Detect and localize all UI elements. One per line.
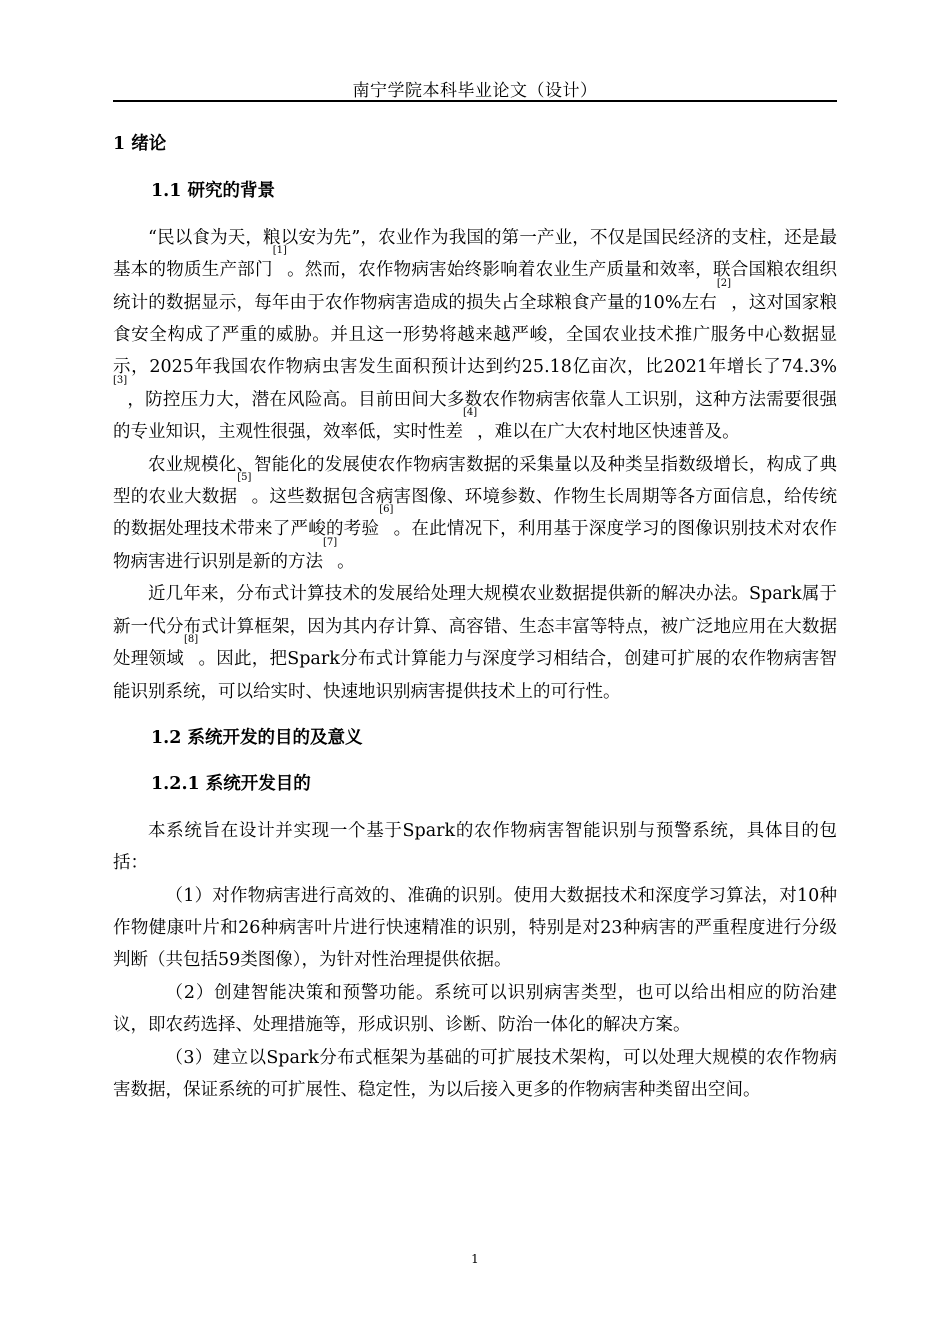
section-heading-1-1: 1.1 研究的背景	[151, 181, 276, 202]
citation-ref: [7]	[323, 536, 338, 548]
purpose-item: （1）对作物病害进行高效的、准确的识别。使用大数据技术和深度学习算法，对10种作物健康叶片和26种病害叶片进行快速精准的识别，特别是对23种病害的严重程度进行分级判断（共包括59类图像），为针对性治理提供依据。	[113, 885, 837, 971]
paragraph-text: 。因此，把Spark分布式计算能力与深度学习相结合，创建可扩展的农作物病害智能识别系统，可以给实时、快速地识别病害提供技术上的可行性。	[113, 649, 838, 702]
header-divider	[113, 100, 837, 102]
purpose-item: （2）创建智能决策和预警功能。系统可以识别病害类型，也可以给出相应的防治建议，即农药选择、处理措施等，形成识别、诊断、防治一体化的解决方案。	[113, 982, 837, 1036]
page-number: 1	[471, 1252, 479, 1266]
citation-ref: [1]	[272, 245, 287, 257]
paragraph-text: 近几年来，分布式计算技术的发展给处理大规模农业数据提供新的解决办法。Spark属于新一代分布式计算框架，因为其内存计算、高容错、生态丰富等特点，被广泛地应用在大数据处理领域	[113, 584, 837, 670]
paragraph-text: 。这些数据包含病害图像、环境参数、作物生长周期等各方面信息，给传统的数据处理技术带来了严峻的考验	[113, 487, 838, 540]
background-paragraphs	[113, 222, 837, 708]
background-paragraph	[113, 578, 837, 708]
background-paragraph	[113, 222, 837, 449]
paragraph-text: 。	[337, 551, 355, 572]
purpose-list	[113, 880, 837, 1107]
paragraph-text: “民以食为天，粮以安为先”，农业作为我国的第一产业，不仅是国民经济的支柱，还是最基本的物质生产部门	[113, 227, 837, 281]
citation-ref: [4]	[463, 407, 478, 419]
citation-ref: [2]	[716, 277, 732, 289]
chapter-heading: 1 绪论	[113, 134, 167, 154]
background-paragraph	[113, 449, 837, 579]
citation-ref: [8]	[184, 634, 199, 646]
purpose-item: （3）建立以Spark分布式框架为基础的可扩展技术架构，可以处理大规模的农作物病害数据，保证系统的可扩展性、稳定性，为以后接入更多的作物病害种类留出空间。	[113, 1047, 837, 1100]
citation-ref: [6]	[379, 504, 394, 516]
section-heading-1-2: 1.2 系统开发的目的及意义	[151, 727, 363, 748]
subsection-heading-1-2-1: 1.2.1 系统开发目的	[151, 774, 311, 795]
paragraph-text: ，防控压力大，潜在风险高。目前田间大多数农作物病害依靠人工识别，这种方法需要很强的专业知识，主观性很强，效率低，实时性差	[113, 389, 837, 443]
purpose-intro-paragraph: 本系统旨在设计并实现一个基于Spark的农作物病害智能识别与预警系统，具体目的包括：	[113, 820, 837, 874]
paragraph-text: 农业规模化、智能化的发展使农作物病害数据的采集量以及种类呈指数级增长，构成了典型的农业大数据	[113, 454, 837, 508]
paragraph-text: ，难以在广大农村地区快速普及。	[477, 422, 740, 443]
paragraph-text: ，这对国家粮食安全构成了严重的威胁。并且这一形势将越来越严峻，全国农业技术推广服务中心数据显示，2025年我国农作物病虫害发生面积预计达到约25.18亿亩次，比2021年增长了74.3%	[113, 292, 837, 378]
paragraph-text: 。然而，农作物病害始终影响着农业生产质量和效率，联合国粮农组织统计的数据显示，每年由于农作物病害造成的损失占全球粮食产量的10%左右	[113, 260, 838, 313]
page-header-title: 南宁学院本科毕业论文（设计）	[352, 81, 598, 101]
citation-ref: [3]	[113, 374, 128, 386]
page-body	[113, 124, 837, 1106]
paragraph-text: 。在此情况下，利用基于深度学习的图像识别技术对农作物病害进行识别是新的方法	[113, 519, 838, 572]
citation-ref: [5]	[237, 472, 252, 484]
